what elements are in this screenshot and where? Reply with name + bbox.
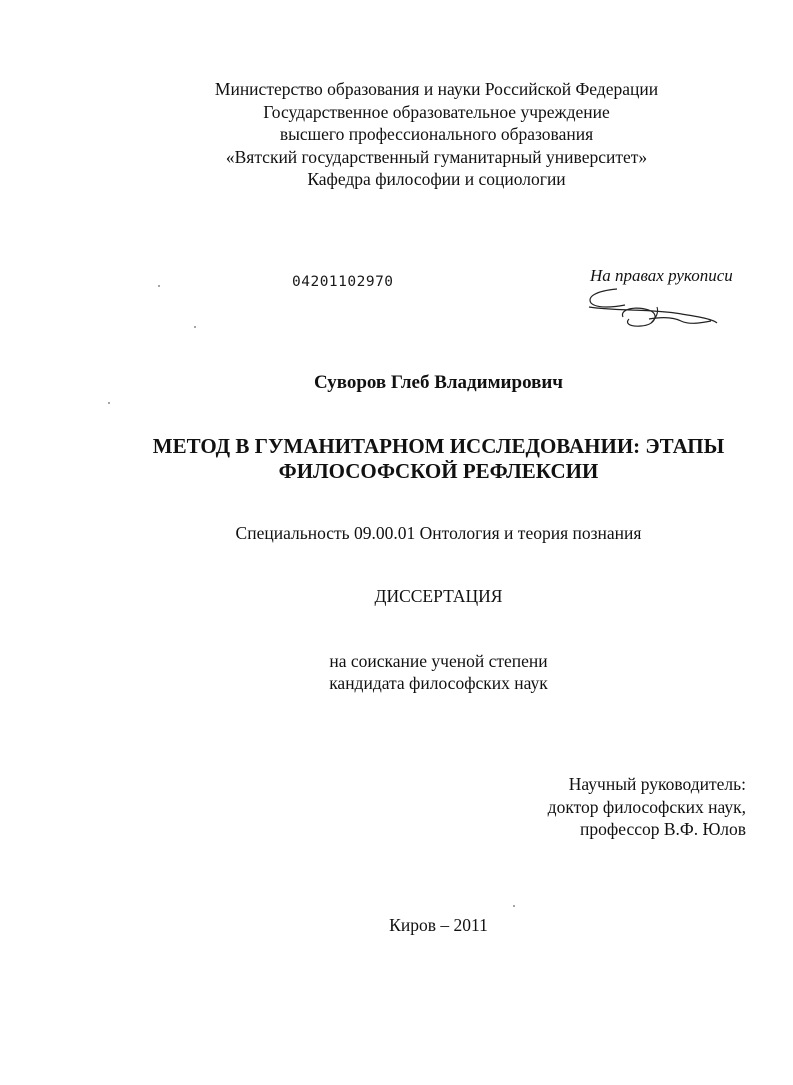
degree-line-2: кандидата философских наук bbox=[329, 673, 548, 693]
advisor-label: Научный руководитель: bbox=[568, 774, 746, 794]
scientific-advisor bbox=[548, 773, 746, 841]
author-name: Суворов Глеб Владимирович bbox=[313, 372, 564, 393]
city-year: Киров – 2011 bbox=[389, 915, 488, 935]
degree-line-1: на соискание ученой степени bbox=[329, 651, 548, 671]
dissertation-title bbox=[42, 434, 793, 484]
advisor-name: профессор В.Ф. Юлов bbox=[580, 819, 746, 839]
handwritten-signature bbox=[585, 283, 720, 333]
scan-speck bbox=[108, 402, 110, 404]
advisor-degree: доктор философских наук, bbox=[547, 796, 746, 817]
ministry-line: Министерство образования и науки Российской Федерации bbox=[214, 79, 659, 99]
specialty: Специальность 09.00.01 Онтология и теория познания bbox=[235, 523, 642, 543]
scan-speck bbox=[158, 285, 160, 287]
registration-code: 04201102970 bbox=[292, 274, 394, 290]
institution-header bbox=[40, 78, 793, 191]
scan-speck bbox=[513, 905, 515, 907]
document-type: ДИССЕРТАЦИЯ bbox=[374, 586, 503, 606]
title-line-2: ФИЛОСОФСКОЙ РЕФЛЕКСИИ bbox=[278, 459, 599, 483]
university-name-line: «Вятский государственный гуманитарный университет» bbox=[225, 146, 648, 167]
department-line: Кафедра философии и социологии bbox=[307, 169, 566, 189]
scan-speck bbox=[194, 326, 196, 328]
education-level-line: высшего профессионального образования bbox=[279, 124, 594, 144]
institution-type-line: Государственное образовательное учреждение bbox=[263, 101, 610, 122]
degree-sought bbox=[42, 650, 793, 694]
manuscript-rights-note: На правах рукописи bbox=[590, 266, 733, 285]
title-line-1: МЕТОД В ГУМАНИТАРНОМ ИССЛЕДОВАНИИ: ЭТАПЫ bbox=[152, 434, 725, 458]
